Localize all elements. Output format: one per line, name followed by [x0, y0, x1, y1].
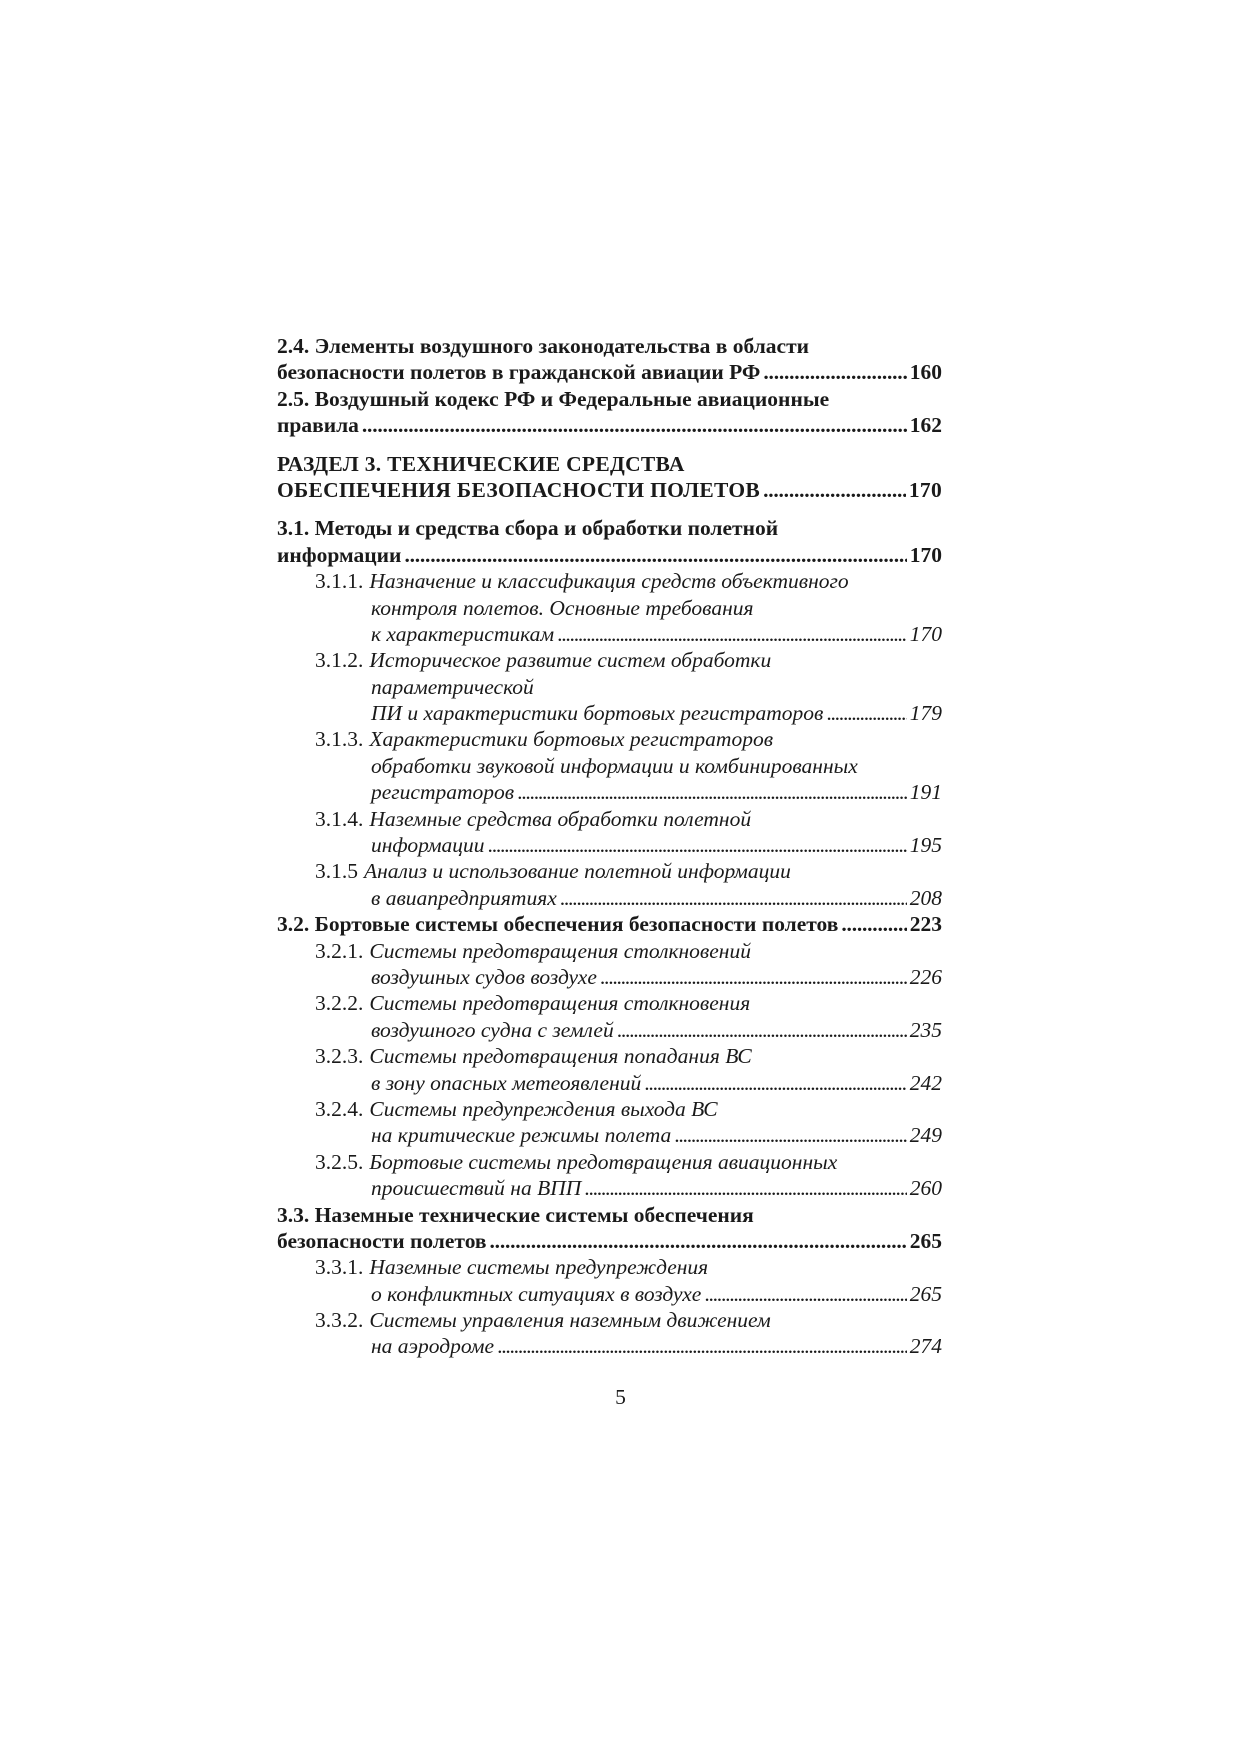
toc-entry-2-4-cont: [277, 359, 942, 385]
toc-entry-3-1-2-cont: [277, 700, 942, 726]
section-title: РАЗДЕЛ 3. ТЕХНИЧЕСКИЕ СРЕДСТВА: [277, 451, 685, 476]
toc-entry-3-3: [277, 1202, 942, 1228]
toc-entry-3-2-2-cont: [277, 1017, 942, 1043]
page-ref: 162: [909, 413, 942, 438]
entry-number: 3.1.3.: [315, 727, 364, 752]
page-ref: 170: [908, 477, 942, 502]
entry-title: Характеристики бортовых регистраторов: [369, 727, 774, 752]
entry-number: 3.1.2.: [315, 648, 364, 673]
dot-leader: [674, 1122, 907, 1148]
dot-leader: [517, 779, 907, 805]
dot-leader: [763, 359, 906, 385]
page-ref: 160: [909, 360, 942, 385]
entry-title: на аэродроме: [371, 1334, 495, 1359]
dot-leader: [404, 542, 906, 568]
entry-title: Системы управления наземным движением: [369, 1308, 771, 1333]
page-ref: 191: [909, 780, 942, 805]
toc-entry-3-2-3: [277, 1043, 942, 1069]
page-ref: 265: [909, 1228, 942, 1253]
entry-title: правила: [277, 413, 359, 438]
page-ref: 179: [909, 701, 942, 726]
entry-title: Системы предотвращения попадания ВС: [369, 1044, 752, 1069]
entry-title: в зону опасных метеоявлений: [371, 1070, 642, 1095]
entry-title: 2.5. Воздушный кодекс РФ и Федеральные авиационные: [277, 386, 830, 411]
page-ref: 260: [909, 1176, 942, 1201]
entry-title: о конфликтных ситуациях в воздухе: [371, 1281, 702, 1306]
dot-leader: [617, 1017, 907, 1043]
entry-title: Наземные системы предупреждения: [369, 1255, 709, 1280]
entry-title: Системы предотвращения столкновений: [369, 938, 751, 963]
entry-number: 3.2.4.: [315, 1096, 364, 1121]
page-ref: 274: [909, 1334, 942, 1359]
entry-title: в авиапредприятиях: [371, 885, 557, 910]
entry-title: информации: [277, 542, 402, 567]
entry-number: 3.2.2.: [315, 991, 364, 1016]
dot-leader: [600, 964, 907, 990]
dot-leader: [560, 885, 907, 911]
toc-entry-3-2-4: [277, 1096, 942, 1122]
entry-title: Системы предотвращения столкновения: [369, 991, 751, 1016]
dot-leader: [584, 1175, 906, 1201]
toc-entry-3-2-1: [277, 938, 942, 964]
entry-number: 3.1.1.: [315, 569, 364, 594]
entry-title: Историческое развитие систем обработки: [369, 648, 772, 673]
toc-entry-3-1-4-cont: [277, 832, 942, 858]
entry-title: 3.3. Наземные технические системы обеспечения: [277, 1202, 754, 1227]
entry-title: 2.4. Элементы воздушного законодательства в области: [277, 334, 810, 358]
toc-entry-3-1: [277, 515, 942, 541]
entry-number: 3.2.1.: [315, 938, 364, 963]
dot-leader: [763, 477, 906, 503]
toc-entry-3-1-1-cont: [277, 621, 942, 647]
dot-leader: [841, 911, 906, 937]
toc-entry-3-1-3-cont: [277, 779, 942, 805]
toc-entry-3-3-1-cont: [277, 1281, 942, 1307]
entry-title: безопасности полетов в гражданской авиации РФ: [277, 360, 761, 385]
dot-leader: [704, 1281, 906, 1307]
toc-entry-3-1-3-cont: [277, 753, 942, 779]
page-ref: 170: [909, 542, 942, 567]
toc-entry-3-1-1-cont: [277, 595, 942, 621]
entry-title: Бортовые системы предотвращения авиационных: [369, 1149, 838, 1174]
entry-title: контроля полетов. Основные требования: [371, 595, 754, 620]
page-ref: 195: [909, 833, 942, 858]
entry-number: 3.2.3.: [315, 1044, 364, 1069]
entry-title: информации: [371, 833, 485, 858]
dot-leader: [826, 700, 906, 726]
toc-entry-3-2-4-cont: [277, 1122, 942, 1148]
toc-entry-3-1-5-cont: [277, 885, 942, 911]
dot-leader: [490, 1228, 907, 1254]
entry-title: воздушных судов воздухе: [371, 964, 597, 989]
toc-entry-3-1-2-cont: [277, 674, 942, 700]
toc-entry-3-2-2: [277, 990, 942, 1016]
dot-leader: [488, 832, 907, 858]
entry-title: параметрической: [371, 674, 534, 699]
entry-title: происшествий на ВПП: [371, 1176, 582, 1201]
entry-title: воздушного судна с землей: [371, 1017, 614, 1042]
toc-entry-3-1-5: [277, 858, 942, 884]
toc-entry-3-1-3: [277, 726, 942, 752]
toc-entry-3-3-1: [277, 1254, 942, 1280]
toc-entry-3-1-cont: [277, 542, 942, 568]
toc-entry-3-1-2: [277, 647, 942, 673]
table-of-contents: [277, 333, 942, 1360]
entry-number: 3.1.4.: [315, 806, 364, 831]
toc-entry-3-1-1: [277, 568, 942, 594]
dot-leader: [362, 412, 907, 438]
toc-entry-3-1-4: [277, 806, 942, 832]
entry-title: Анализ и использование полетной информации: [364, 859, 791, 884]
page-ref: 223: [909, 912, 942, 937]
entry-number: 3.1.5: [315, 859, 358, 884]
entry-title: ПИ и характеристики бортовых регистраторов: [371, 701, 824, 726]
toc-section-3-cont: [277, 477, 942, 503]
page-ref: 265: [909, 1281, 942, 1306]
dot-leader: [644, 1070, 906, 1096]
entry-title: Системы предупреждения выхода ВС: [369, 1096, 718, 1121]
entry-title: к характеристикам: [371, 621, 555, 646]
toc-entry-3-2-5: [277, 1149, 942, 1175]
toc-entry-3-2-1-cont: [277, 964, 942, 990]
page-ref: 170: [909, 621, 942, 646]
page-number: 5: [615, 1385, 626, 1409]
entry-number: 3.3.2.: [315, 1308, 364, 1333]
page-ref: 242: [909, 1070, 942, 1095]
dot-leader: [497, 1333, 907, 1359]
entry-title: Назначение и классификация средств объективного: [369, 569, 849, 594]
entry-number: 3.2.5.: [315, 1149, 364, 1174]
page-ref: 208: [909, 885, 942, 910]
toc-entry-3-2-5-cont: [277, 1175, 942, 1201]
toc-entry-3-3-2: [277, 1307, 942, 1333]
toc-entry-2-5-cont: [277, 412, 942, 438]
toc-entry-3-2-3-cont: [277, 1070, 942, 1096]
toc-entry-3-3-cont: [277, 1228, 942, 1254]
entry-number: 3.3.1.: [315, 1255, 364, 1280]
toc-entry-2-5: [277, 386, 942, 412]
entry-title: на критические режимы полета: [371, 1123, 672, 1148]
page-ref: 226: [909, 964, 942, 989]
section-title: ОБЕСПЕЧЕНИЯ БЕЗОПАСНОСТИ ПОЛЕТОВ: [277, 477, 761, 502]
toc-entry-3-2: [277, 911, 942, 937]
entry-title: 3.1. Методы и средства сбора и обработки полетной: [277, 516, 779, 541]
entry-title: обработки звуковой информации и комбинированных: [371, 753, 858, 778]
toc-entry-2-4: [277, 333, 942, 359]
toc-entry-3-3-2-cont: [277, 1333, 942, 1359]
entry-title: регистраторов: [371, 780, 515, 805]
entry-title: 3.2. Бортовые системы обеспечения безопасности полетов: [277, 912, 839, 937]
entry-title: Наземные средства обработки полетной: [369, 806, 752, 831]
page-ref: 249: [909, 1123, 942, 1148]
dot-leader: [557, 621, 907, 647]
page-ref: 235: [909, 1017, 942, 1042]
toc-section-3: [277, 451, 942, 477]
entry-title: безопасности полетов: [277, 1228, 487, 1253]
